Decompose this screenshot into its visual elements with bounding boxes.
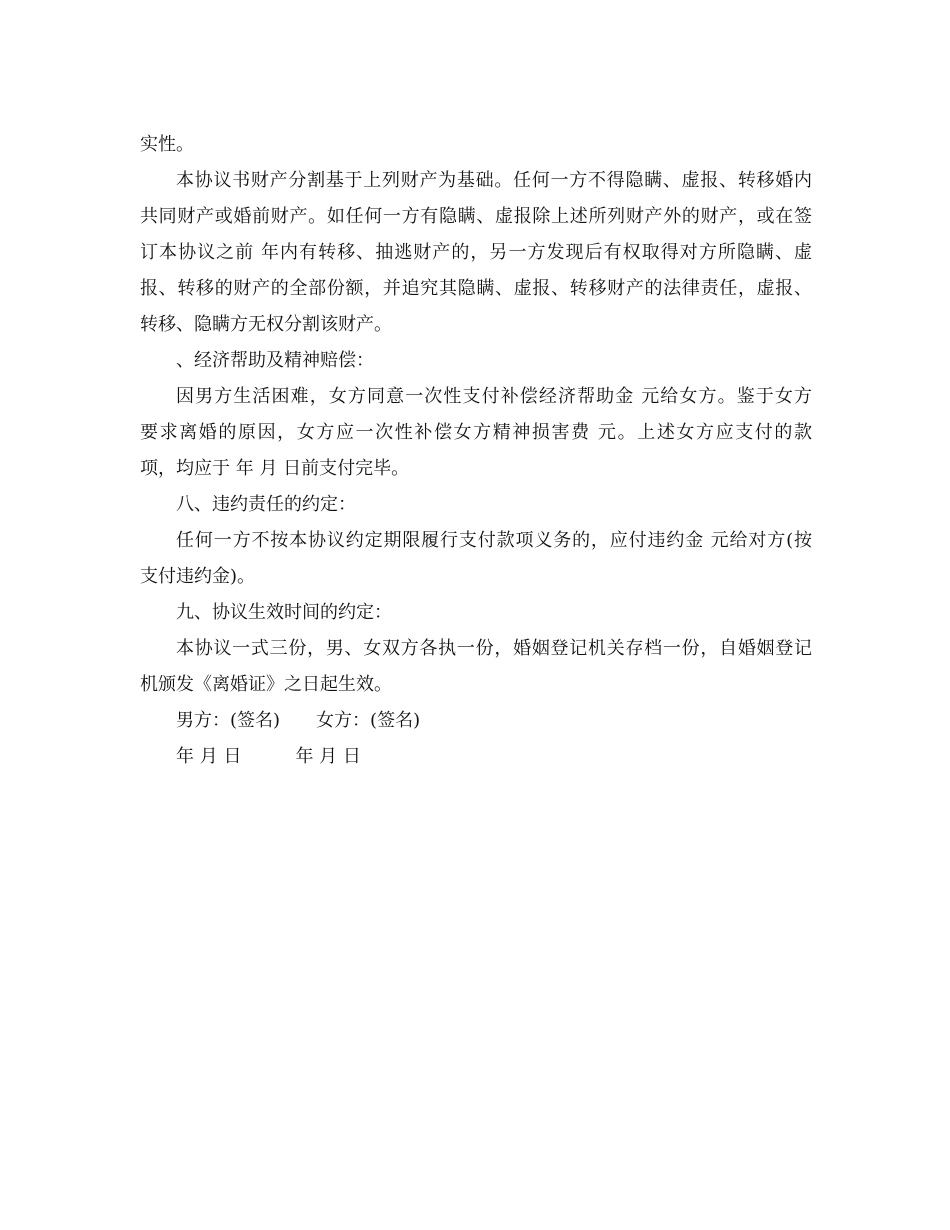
paragraph-line: 转移、隐瞒方无权分割该财产。 <box>140 314 392 335</box>
paragraph-line: 订本协议之前 年内有转移、抽逃财产的，另一方发现后有权取得对方所隐瞒、虚 <box>140 242 812 263</box>
paragraph-concealment <box>140 163 812 343</box>
paragraph-line: 支付违约金)。 <box>140 566 256 587</box>
paragraph-line: 任何一方不按本协议约定期限履行支付款项义务的，应付违约金 元给对方(按 <box>176 530 812 551</box>
section-heading: 八、违约责任的约定： <box>176 494 356 515</box>
paragraph-breach <box>140 523 812 595</box>
paragraph-line: 因男方生活困难，女方同意一次性支付补偿经济帮助金 元给女方。鉴于女方 <box>176 386 812 407</box>
paragraph-effective <box>140 631 812 703</box>
paragraph-line: 本协议书财产分割基于上列财产为基础。任何一方不得隐瞒、虚报、转移婚内 <box>176 170 812 191</box>
section-heading: 、经济帮助及精神赔偿： <box>176 350 374 371</box>
paragraph-line: 机颁发《离婚证》之日起生效。 <box>140 674 392 695</box>
paragraph-line: 共同财产或婚前财产。如任何一方有隐瞒、虚报除上述所列财产外的财产，或在签 <box>140 206 812 227</box>
section-heading-breach <box>140 487 812 523</box>
paragraph-line: 本协议一式三份，男、女双方各执一份，婚姻登记机关存档一份，自婚姻登记 <box>176 638 812 659</box>
paragraph-line: 项，均应于 年 月 日前支付完毕。 <box>140 458 410 479</box>
continuation-text <box>140 127 812 163</box>
paragraph-line: 报、转移的财产的全部份额，并追究其隐瞒、虚报、转移财产的法律责任，虚报、 <box>140 278 812 299</box>
continuation-line: 实性。 <box>140 134 194 155</box>
section-heading: 九、协议生效时间的约定： <box>176 602 392 623</box>
paragraph-compensation <box>140 379 812 487</box>
signature-line: 男方：(签名) 女方：(签名) <box>176 710 421 731</box>
paragraph-line: 要求离婚的原因，女方应一次性补偿女方精神损害费 元。上述女方应支付的款 <box>140 422 812 443</box>
document-body <box>140 127 812 775</box>
section-heading-compensation <box>140 343 812 379</box>
date-line: 年 月 日 年 月 日 <box>176 746 361 767</box>
section-heading-effective <box>140 595 812 631</box>
